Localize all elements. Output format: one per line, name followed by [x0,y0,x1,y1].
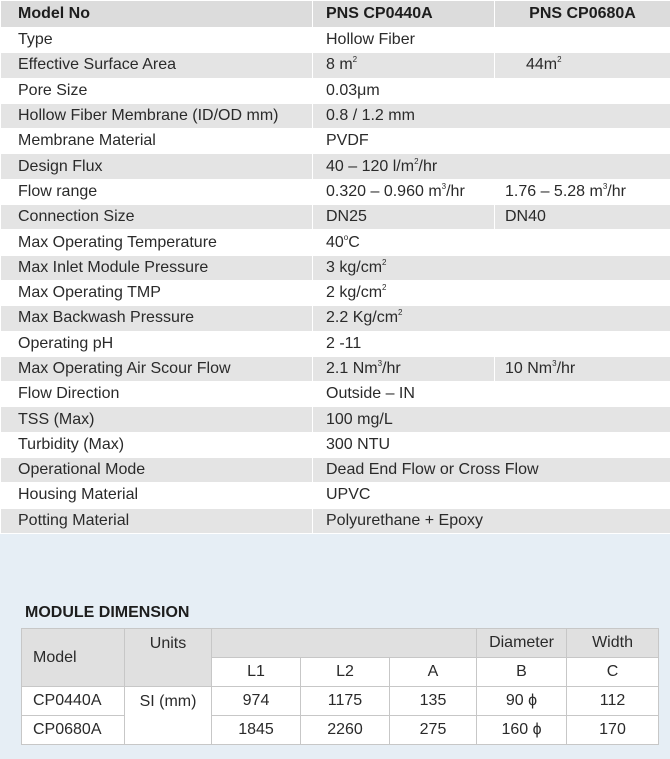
table-row [1,78,670,103]
table-row [1,432,670,457]
table-row [1,129,670,154]
spec-label: Operational Mode [1,458,313,483]
dim-l1-cell: 1845 [212,716,301,745]
spec-label: Hollow Fiber Membrane (ID/OD mm) [1,103,313,128]
table-row [1,306,670,331]
table-row [1,382,670,407]
spec-label: TSS (Max) [1,407,313,432]
spec-label: Operating pH [1,331,313,356]
spec-label: Connection Size [1,205,313,230]
dim-units-cell: SI (mm) [125,687,212,745]
table-row [1,508,670,533]
spec-value-model-1: 40 – 120 $l/m^2/hr$ [313,154,670,179]
spec-label: Potting Material [1,508,313,533]
spec-header-row [1,1,670,28]
table-row [1,407,670,432]
dim-l2-cell: 1175 [301,687,390,716]
spec-value-model-1: 40$^o$C [313,230,670,255]
table-row [22,687,659,716]
dim-model-cell: CP0440A [22,687,125,716]
table-row [1,230,670,255]
spec-value-model-1: DN25 [313,205,495,230]
table-row [1,255,670,280]
spec-value-model-1: 2 $kg/cm^2$ [313,280,670,305]
spec-label: Turbidity (Max) [1,432,313,457]
spec-value-model-1: 0.320 – 0.960 $m^3/hr$ [313,179,495,204]
dim-header-row [22,629,659,658]
spec-label: Flow range [1,179,313,204]
spec-value-model-2: $44m^2$ [495,53,670,78]
spec-value-model-2: 1.76 – 5.28 $m^3/hr$ [495,179,670,204]
spec-value-model-1: 0.03μm [313,78,670,103]
dim-sub-l2: L2 [301,658,390,687]
spec-label: Max Operating Air Scour Flow [1,356,313,381]
spec-value-model-2: 10 Nm$^3$/hr [495,356,670,381]
table-row [1,356,670,381]
spec-value-model-1: 8 $m^2$ [313,53,495,78]
spec-value-model-1: 2.2 $Kg/cm^2$ [313,306,670,331]
dim-head-blank [212,629,477,658]
spec-value-model-1: 100 mg/L [313,407,670,432]
header-model-no: Model No [1,1,313,28]
spec-value-model-1: Polyurethane + Epoxy [313,508,670,533]
table-row [1,483,670,508]
spec-label: Max Operating Temperature [1,230,313,255]
spec-value-model-1: 2.1 Nm$^3$/hr [313,356,495,381]
dim-b-cell: 90 ϕ [477,687,567,716]
module-dimension-panel [0,534,670,759]
dim-head-diameter: Diameter [477,629,567,658]
spec-label: Pore Size [1,78,313,103]
dim-model-cell: CP0680A [22,716,125,745]
spec-value-model-1: Outside – IN [313,382,670,407]
spec-value-model-2: DN40 [495,205,670,230]
spec-value-model-1: Hollow Fiber [313,28,670,53]
spec-value-model-1: Dead End Flow or Cross Flow [313,458,670,483]
dim-a-cell: 275 [390,716,477,745]
table-row [22,716,659,745]
dim-sub-b: B [477,658,567,687]
spec-label: Max Inlet Module Pressure [1,255,313,280]
dimension-table [21,628,659,745]
spec-value-model-1: 300 NTU [313,432,670,457]
dim-l1-cell: 974 [212,687,301,716]
spec-value-model-1: 0.8 / 1.2 mm [313,103,670,128]
dim-head-model: Model [22,629,125,687]
dim-sub-l1: L1 [212,658,301,687]
table-row [1,154,670,179]
table-row [1,103,670,128]
dim-a-cell: 135 [390,687,477,716]
spec-label: Max Backwash Pressure [1,306,313,331]
table-row [1,458,670,483]
spec-label: Membrane Material [1,129,313,154]
dim-sub-c: C [567,658,659,687]
table-row [1,53,670,78]
dim-l2-cell: 2260 [301,716,390,745]
table-row [1,205,670,230]
spec-label: Housing Material [1,483,313,508]
spec-value-model-1: UPVC [313,483,670,508]
dim-head-width: Width [567,629,659,658]
table-row [1,179,670,204]
dim-b-cell: 160 ϕ [477,716,567,745]
dim-c-cell: 112 [567,687,659,716]
header-model-2: PNS CP0680A [495,1,670,28]
dim-sub-a: A [390,658,477,687]
spec-label: Design Flux [1,154,313,179]
dim-c-cell: 170 [567,716,659,745]
spec-value-model-1: PVDF [313,129,670,154]
spec-label: Type [1,28,313,53]
spec-label: Effective Surface Area [1,53,313,78]
table-row [1,280,670,305]
spec-label: Flow Direction [1,382,313,407]
spec-label: Max Operating TMP [1,280,313,305]
dim-head-units: Units [125,629,212,687]
table-row [1,28,670,53]
spec-value-model-1: 3 $kg/cm^2$ [313,255,670,280]
module-dimension-title: MODULE DIMENSION [25,604,190,621]
header-model-1: PNS CP0440A [313,1,495,28]
table-row [1,331,670,356]
spec-value-model-1: 2 -11 [313,331,670,356]
